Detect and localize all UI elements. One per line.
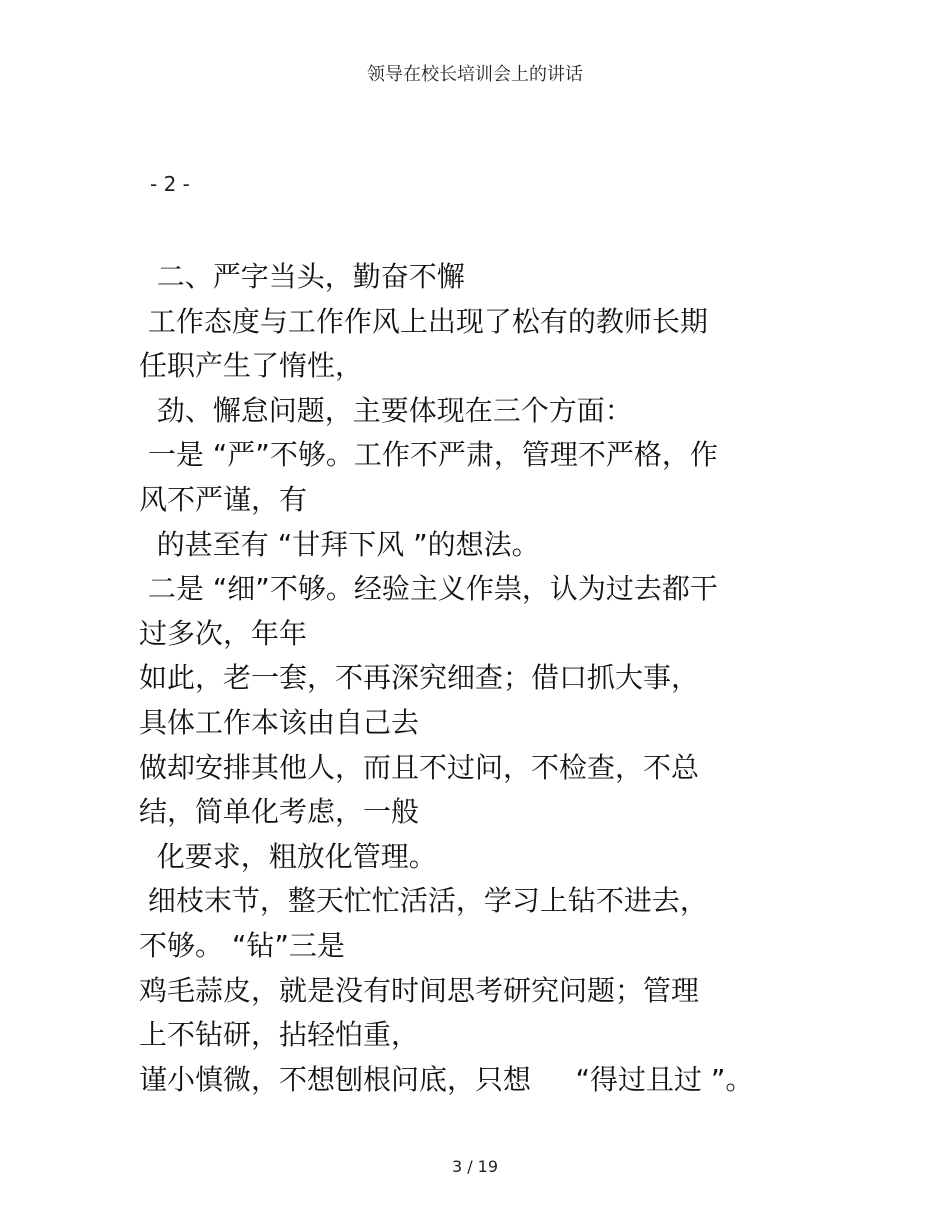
document-header: 领导在校长培训会上的讲话 <box>367 64 583 85</box>
body-line: 二是 “细”不够。经验主义作祟，认为过去都干 <box>139 572 718 606</box>
document-body <box>139 255 819 1102</box>
body-line: 谨小慎微，不想刨根问底，只想 “得过且过 ”。 <box>139 1062 754 1096</box>
body-line: 任职产生了惰性， <box>139 349 364 383</box>
body-line: 劲、懈怠问题，主要体现在三个方面： <box>139 393 633 427</box>
body-line: 工作态度与工作作风上出现了松有的教师长期 <box>139 304 708 338</box>
page-indicator: 3 / 19 <box>451 1157 499 1176</box>
body-line: 鸡毛蒜皮，就是没有时间思考研究问题；管理 <box>139 973 700 1007</box>
body-line: 二、严字当头，勤奋不懈 <box>139 260 465 293</box>
body-line: 的甚至有 “甘拜下风 ”的想法。 <box>139 527 540 561</box>
body-line: 一是 “严”不够。工作不严肃，管理不严格，作 <box>139 438 718 472</box>
body-line: 做却安排其他人，而且不过问，不检查，不总 <box>139 750 700 784</box>
body-line: 如此，老一套，不再深究细查；借口抓大事， <box>139 661 700 695</box>
body-line: 不够。 “钻”三是 <box>139 928 345 962</box>
body-line: 上不钻研，拈轻怕重， <box>139 1018 420 1052</box>
body-line: 风不严谨，有 <box>139 482 308 516</box>
body-line: 具体工作本该由自己去 <box>139 705 420 739</box>
body-line: 过多次，年年 <box>139 616 308 650</box>
page-number-marker: - 2 - <box>150 172 190 196</box>
body-line: 细枝末节，整天忙忙活活，学习上钻不进去， <box>139 884 708 918</box>
body-line: 化要求，粗放化管理。 <box>139 839 437 873</box>
body-line: 结，简单化考虑，一般 <box>139 795 420 829</box>
